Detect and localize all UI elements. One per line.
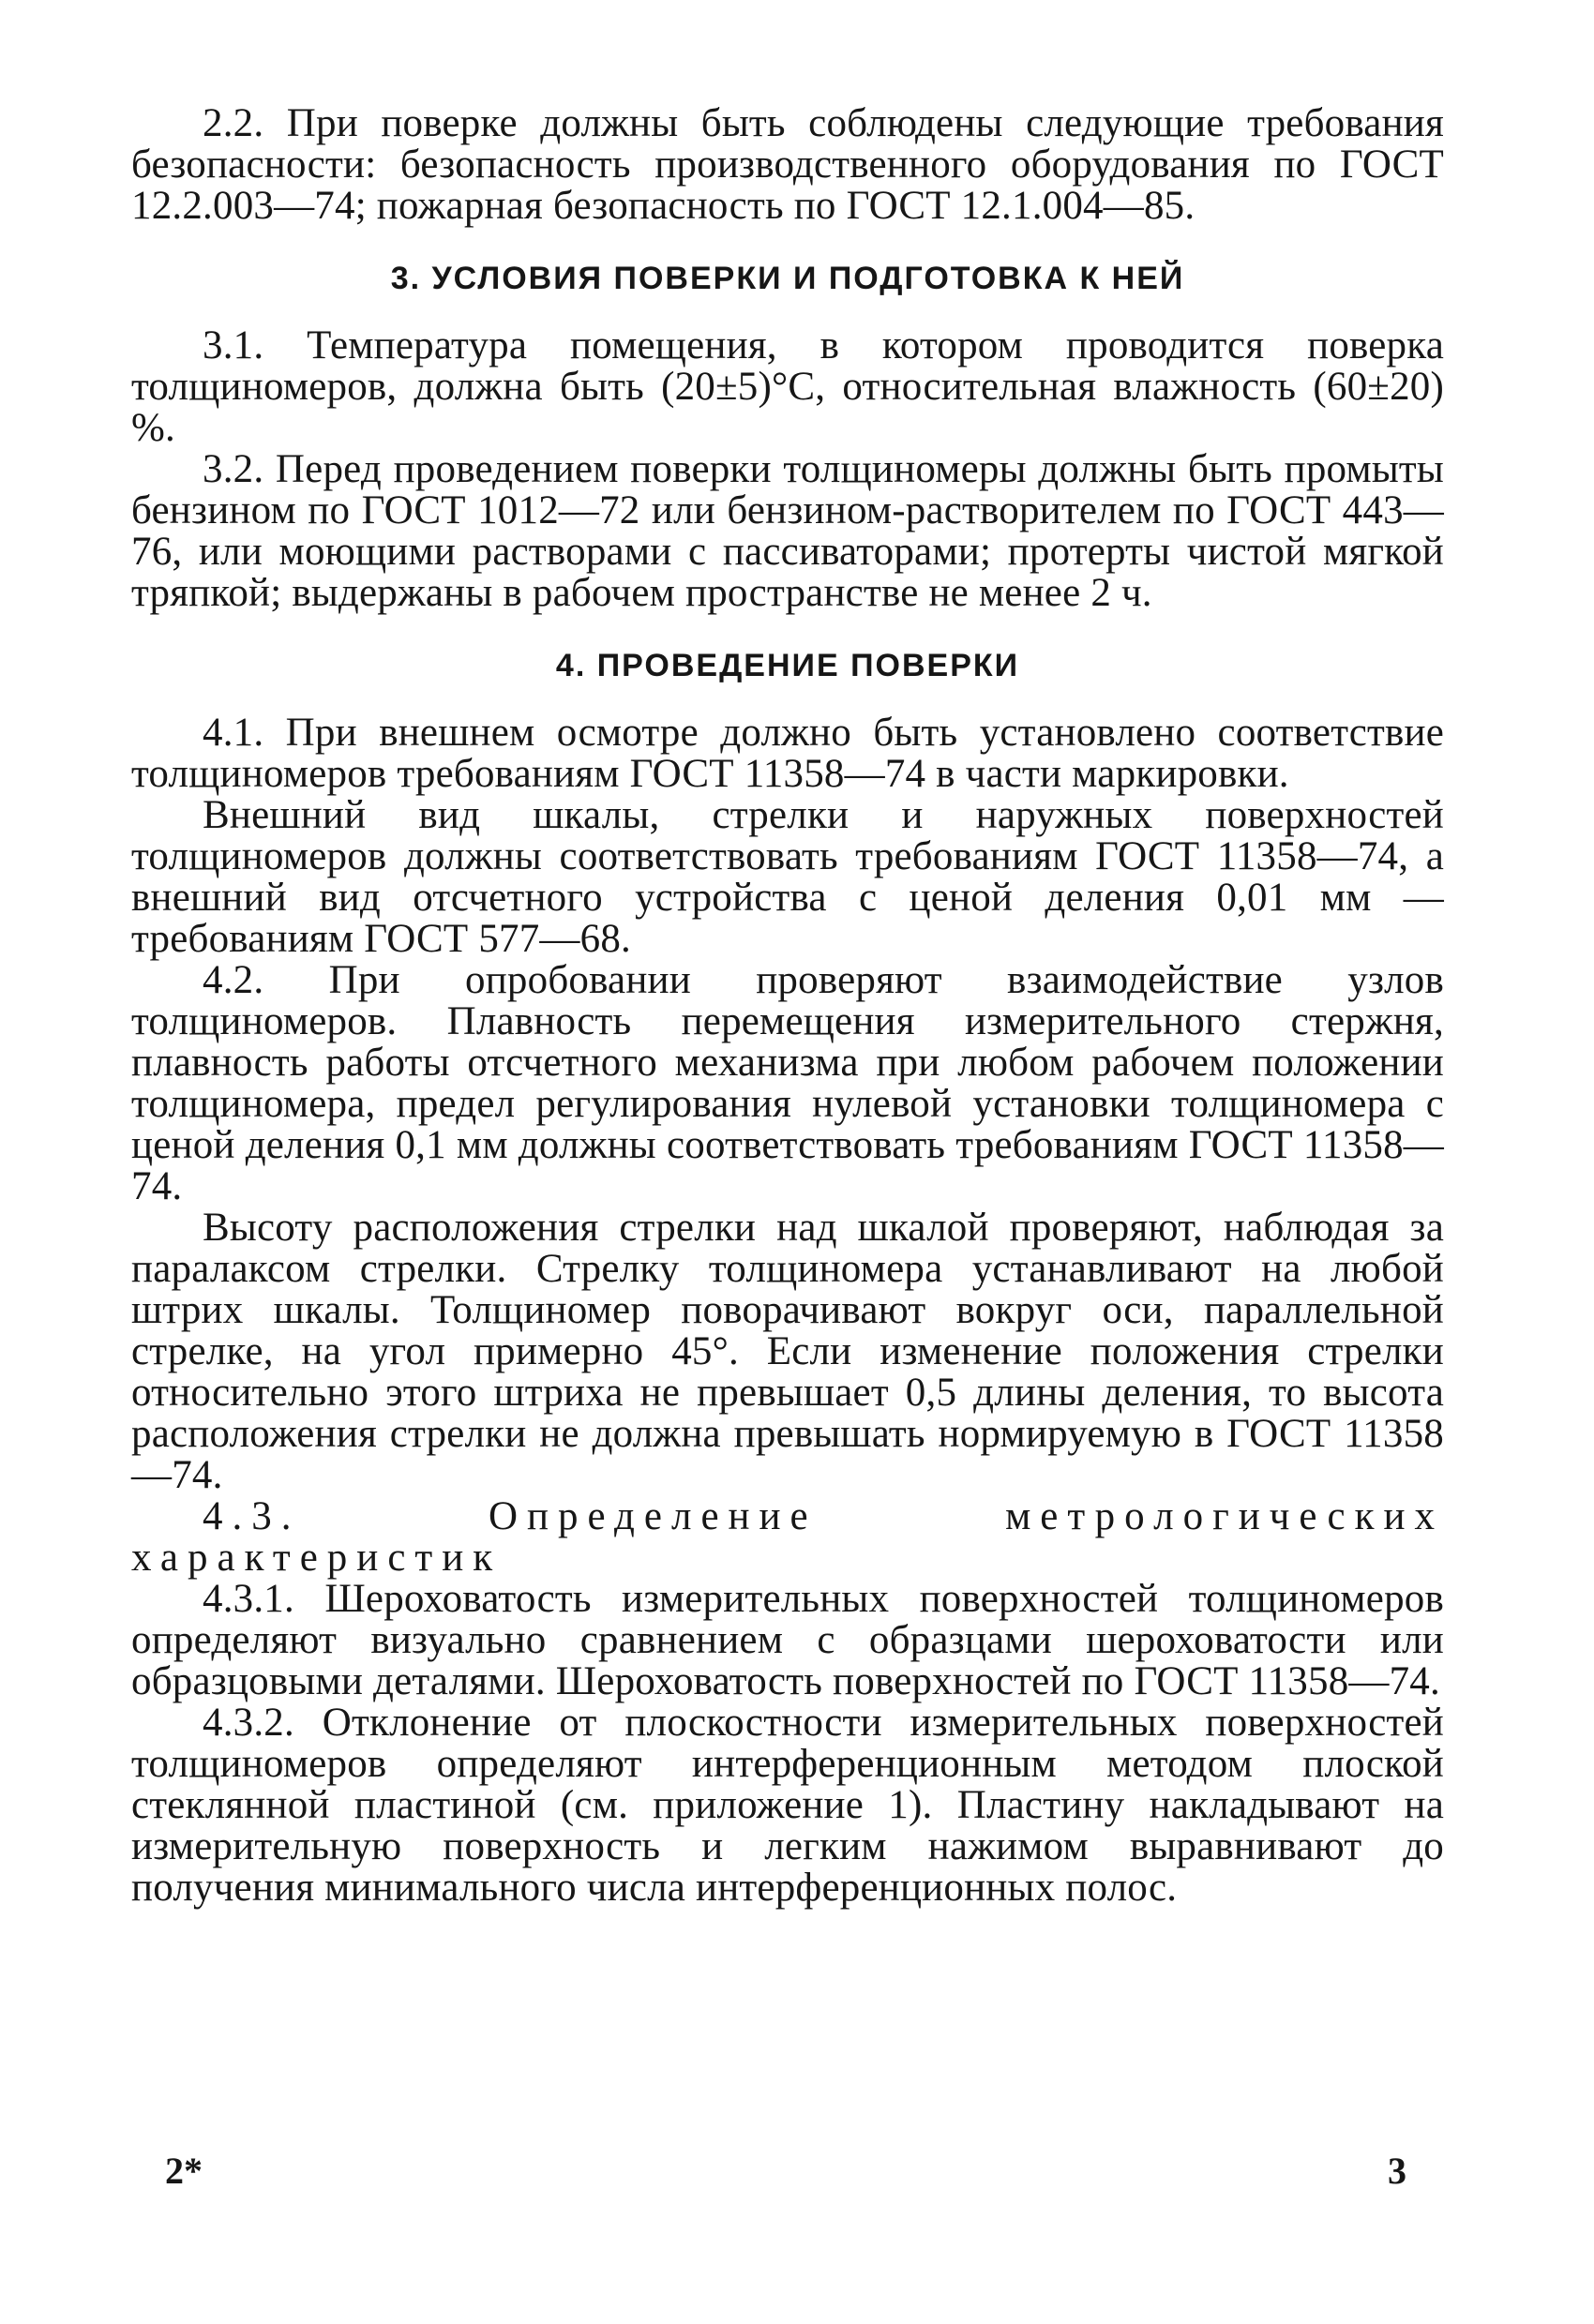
paragraph-4-1-appearance: Внешний вид шкалы, стрелки и наружных поверхностей толщиномеров должны соответствовать требованиям ГОСТ 11358—74, а внешний вид отсчетного устройства с ценой деления 0,01 мм — требованиям ГОСТ 577—68. (131, 793, 1444, 961)
section-heading-3: 3. УСЛОВИЯ ПОВЕРКИ И ПОДГОТОВКА К НЕЙ (390, 261, 1185, 296)
document-page (131, 103, 1444, 1909)
section-heading-4: 4. ПРОВЕДЕНИЕ ПОВЕРКИ (555, 648, 1020, 683)
signature-mark: 2* (165, 2150, 203, 2192)
paragraph-4-2: 4.2. При опробовании проверяют взаимодействие узлов толщиномеров. Плавность перемещения измерительного стержня, плавность работы отсчетного механизма при любом рабочем положении толщиномера, предел регулирования нулевой установки толщиномера с ценой деления 0,1 мм должны соответствовать требованиям ГОСТ 11358—74. (131, 958, 1444, 1208)
page-number: 3 (1388, 2150, 1406, 2192)
paragraph-3-1: 3.1. Температура помещения, в котором проводится поверка толщиномеров, должна быть (20±5)°С, относительная влажность (60±20) %. (131, 323, 1444, 450)
paragraph-4-2-pointer: Высоту расположения стрелки над шкалой проверяют, наблюдая за паралаксом стрелки. Стрелку толщиномера устанавливают на любой штрих шкалы. Толщиномер поворачивают вокруг оси, параллельной стрелке, на угол примерно 45°. Если изменение положения стрелки относительно этого штриха не превышает 0,5 длины деления, то высота расположения стрелки не должна превышать нормируемую в ГОСТ 11358—74. (131, 1206, 1444, 1497)
paragraph-4-3-1: 4.3.1. Шероховатость измерительных поверхностей толщиномеров определяют визуально сравнением с образцами шероховатости или образцовыми деталями. Шероховатость поверхностей по ГОСТ 11358—74. (131, 1577, 1444, 1703)
paragraph-3-2: 3.2. Перед проведением поверки толщиномеры должны быть промыты бензином по ГОСТ 1012—72 или бензином-растворителем по ГОСТ 443—76, или моющими растворами с пассиваторами; протерты чистой мягкой тряпкой; выдержаны в рабочем пространстве не менее 2 ч. (131, 447, 1444, 615)
paragraph-2-2: 2.2. При поверке должны быть соблюдены следующие требования безопасности: безопасность производственного оборудования по ГОСТ 12.2.003—74; пожарная безопасность по ГОСТ 12.1.004—85. (131, 101, 1444, 228)
paragraph-4-3-2: 4.3.2. Отклонение от плоскостности измерительных поверхностей толщиномеров определяют интерференционным методом плоской стеклянной пластиной (см. приложение 1). Пластину накладывают на измерительную поверхность и легким нажимом выравнивают до получения минимального числа интерференционных полос. (131, 1701, 1444, 1910)
paragraph-4-3-title: 4.3. Определение метрологических характеристик (131, 1494, 1444, 1580)
paragraph-4-1: 4.1. При внешнем осмотре должно быть установлено соответствие толщиномеров требованиям ГОСТ 11358—74 в части маркировки. (131, 711, 1444, 796)
